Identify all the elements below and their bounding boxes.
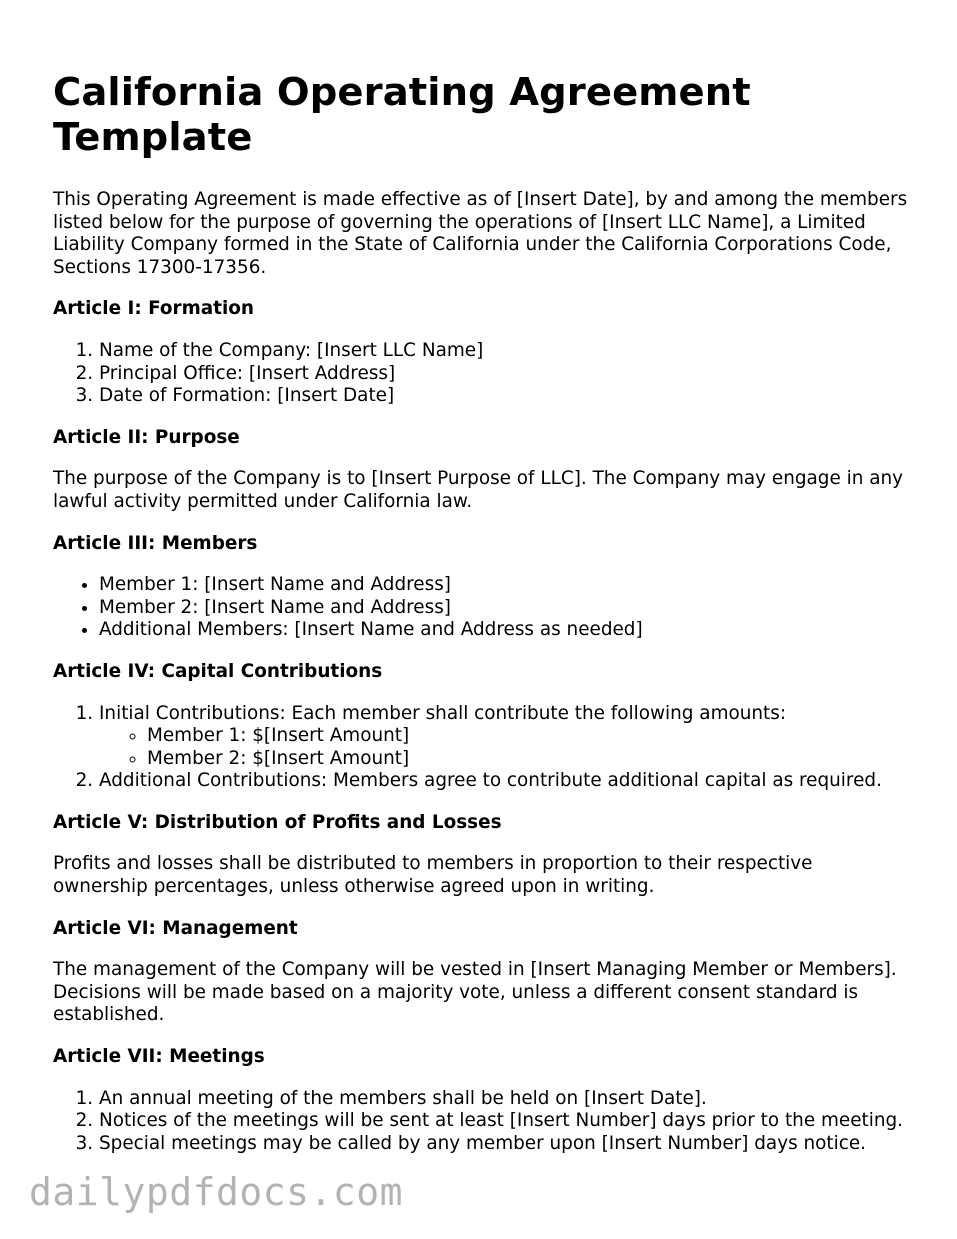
watermark: dailypdfdocs.com (29, 1170, 404, 1214)
list-item: • Member 2: [Insert Name and Address] (99, 597, 913, 620)
article-5-heading: Article V: Distribution of Profits and Losses (53, 811, 502, 833)
sublist-item: ◦ Member 1: $[Insert Amount] (147, 725, 913, 748)
article-3-heading: Article III: Members (53, 532, 258, 554)
list-item: 1. Name of the Company: [Insert LLC Name] (99, 340, 913, 363)
list-item: 3. Date of Formation: [Insert Date] (99, 385, 913, 408)
list-item: 2. Notices of the meetings will be sent at least [Insert Number] days prior to the meeting. (99, 1110, 913, 1133)
list-item: • Additional Members: [Insert Name and Address as needed] (99, 619, 913, 642)
article-2-text: The purpose of the Company is to [Insert Purpose of LLC]. The Company may engage in any lawful activity permitted under California law. (53, 468, 904, 512)
article-6-heading: Article VI: Management (53, 917, 298, 939)
article-1-list (53, 340, 913, 408)
list-item-text: Initial Contributions: Each member shall contribute the following amounts: (99, 702, 787, 724)
list-item: 1. An annual meeting of the members shall be held on [Insert Date]. (99, 1088, 913, 1111)
document-page (53, 70, 913, 1174)
article-7-heading: Article VII: Meetings (53, 1046, 265, 1068)
list-item: 2. Additional Contributions: Members agree to contribute additional capital as required. (99, 770, 913, 793)
article-4-sublist (99, 725, 913, 770)
intro-paragraph: This Operating Agreement is made effective as of [Insert Date], by and among the members listed below for the purpose of governing the operations of [Insert LLC Name], a Limited Liability Company formed in the State of California under the California Corporations Code, Sections 17300-17356. (53, 189, 908, 278)
article-4-heading: Article IV: Capital Contributions (53, 660, 383, 682)
page-title: California Operating Agreement Template (53, 70, 751, 160)
article-7-list (53, 1088, 913, 1156)
article-6-text: The management of the Company will be vested in [Insert Managing Member or Members]. Decisions will be made based on a majority vote, unless a different consent standard is established. (53, 959, 897, 1026)
article-3-list (53, 574, 913, 642)
article-4-list (53, 703, 913, 793)
article-5-text: Profits and losses shall be distributed to members in proportion to their respective ownership percentages, unless otherwise agreed upon in writing. (53, 853, 813, 898)
sublist-item: ◦ Member 2: $[Insert Amount] (147, 748, 913, 771)
list-item (99, 703, 913, 771)
article-1-heading: Article I: Formation (53, 298, 254, 320)
list-item: • Member 1: [Insert Name and Address] (99, 574, 913, 597)
article-2-heading: Article II: Purpose (53, 426, 240, 448)
list-item: 2. Principal Office: [Insert Address] (99, 363, 913, 386)
list-item: 3. Special meetings may be called by any member upon [Insert Number] days notice. (99, 1133, 913, 1156)
